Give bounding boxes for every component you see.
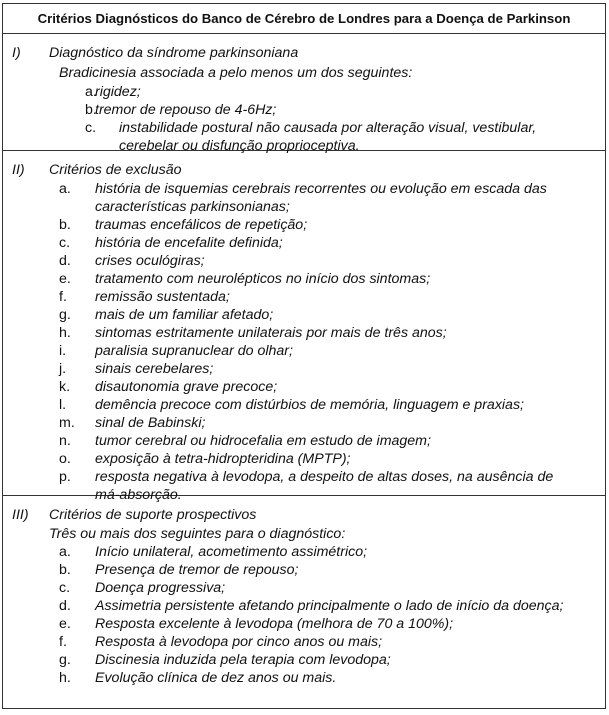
list-item	[3, 288, 605, 306]
item-text: remissão sustentada;	[95, 289, 230, 305]
list-item	[3, 252, 605, 270]
criteria-list	[3, 180, 605, 504]
item-letter: l.	[59, 397, 67, 413]
item-text: sinais cerebelares;	[95, 361, 214, 377]
item-text: Assimetria persistente afetando principalmente o lado de início da doença;	[95, 598, 564, 614]
section-numeral: III)	[12, 507, 29, 523]
item-letter: n.	[59, 433, 71, 449]
section-numeral: I)	[12, 45, 21, 61]
item-letter: k.	[59, 379, 71, 395]
criteria-list	[3, 543, 605, 687]
item-letter: d.	[59, 598, 71, 614]
list-item	[3, 633, 605, 651]
section-intro: Bradicinesia associada a pelo menos um dos seguintes:	[59, 65, 413, 81]
list-item	[3, 342, 605, 360]
item-text: resposta negativa à levodopa, a despeito de altas doses, na ausência de má-absorção.	[95, 469, 554, 503]
list-item	[3, 579, 605, 597]
item-letter: c.	[85, 120, 97, 136]
item-letter: j.	[59, 361, 67, 377]
item-text: Resposta excelente à levodopa (melhora de 70 a 100%);	[95, 616, 454, 632]
item-letter: e.	[59, 616, 71, 632]
item-letter: g.	[59, 307, 71, 323]
item-letter: b.	[85, 102, 97, 118]
list-item	[3, 450, 605, 468]
item-letter: c.	[59, 580, 71, 596]
list-item	[3, 597, 605, 615]
item-letter: a.	[85, 84, 97, 100]
list-item	[3, 234, 605, 252]
list-item	[3, 378, 605, 396]
section-intro: Três ou mais dos seguintes para o diagnóstico:	[49, 526, 346, 542]
list-item	[3, 270, 605, 288]
item-letter: a.	[59, 544, 71, 560]
item-text: Resposta à levodopa por cinco anos ou mais;	[95, 634, 383, 650]
item-text: Discinesia induzida pela terapia com levodopa;	[95, 652, 391, 668]
item-text: Presença de tremor de repouso;	[95, 562, 299, 578]
table-title: Critérios Diagnósticos do Banco de Cérebro de Londres para a Doença de Parkinson	[3, 4, 605, 34]
section-exclusion-criteria	[3, 151, 605, 503]
item-letter: m.	[59, 415, 75, 431]
item-text: demência precoce com distúrbios de memória, linguagem e praxias;	[95, 397, 524, 413]
item-text: rigidez;	[95, 84, 141, 100]
item-text: disautonomia grave precoce;	[95, 379, 278, 395]
list-item	[3, 432, 605, 450]
list-item	[3, 615, 605, 633]
section-title: Critérios de suporte prospectivos	[49, 507, 257, 523]
item-letter: c.	[59, 235, 71, 251]
item-letter: i.	[59, 343, 67, 359]
item-text: paralisia supranuclear do olhar;	[95, 343, 293, 359]
item-text: instabilidade postural não causada por alteração visual, vestibular, cerebelar ou disfunção proprioceptiva.	[119, 120, 537, 154]
item-letter: a.	[59, 181, 71, 197]
item-text: traumas encefálicos de repetição;	[95, 217, 308, 233]
item-letter: f.	[59, 289, 67, 305]
list-item	[3, 324, 605, 342]
list-item	[3, 414, 605, 432]
item-text: mais de um familiar afetado;	[95, 307, 274, 323]
criteria-list	[3, 83, 605, 155]
item-text: sinal de Babinski;	[95, 415, 206, 431]
item-letter: o.	[59, 451, 71, 467]
criteria-table	[2, 3, 606, 709]
item-letter: g.	[59, 652, 71, 668]
item-letter: h.	[59, 325, 71, 341]
section-parkinsonian-syndrome	[3, 34, 605, 154]
item-letter: b.	[59, 217, 71, 233]
list-item	[3, 360, 605, 378]
list-item	[3, 651, 605, 669]
list-item	[3, 561, 605, 579]
item-text: tratamento com neurolépticos no início dos sintomas;	[95, 271, 431, 287]
item-text: tumor cerebral ou hidrocefalia em estudo de imagem;	[95, 433, 431, 449]
item-text: exposição à tetra-hidropteridina (MPTP);	[95, 451, 351, 467]
list-item	[3, 543, 605, 561]
item-letter: p.	[59, 469, 71, 485]
item-text: crises oculógiras;	[95, 253, 205, 269]
list-item	[3, 396, 605, 414]
list-item	[3, 83, 605, 101]
item-text: Início unilateral, acometimento assimétrico;	[95, 544, 368, 560]
item-text: Doença progressiva;	[95, 580, 226, 596]
list-item	[3, 216, 605, 234]
section-supportive-criteria	[3, 496, 605, 709]
list-item	[3, 669, 605, 687]
item-letter: e.	[59, 271, 71, 287]
item-text: sintomas estritamente unilaterais por mais de três anos;	[95, 325, 447, 341]
list-item	[3, 180, 605, 216]
item-text: história de encefalite definida;	[95, 235, 283, 251]
item-letter: f.	[59, 634, 67, 650]
item-text: história de isquemias cerebrais recorrentes ou evolução em escada das características parkinsonianas;	[95, 181, 547, 215]
list-item	[3, 101, 605, 119]
section-title: Diagnóstico da síndrome parkinsoniana	[49, 45, 299, 61]
list-item	[3, 119, 605, 155]
list-item	[3, 306, 605, 324]
item-text: Evolução clínica de dez anos ou mais.	[95, 670, 337, 686]
section-numeral: II)	[12, 162, 25, 178]
section-title: Critérios de exclusão	[49, 162, 182, 178]
item-text: tremor de repouso de 4-6Hz;	[95, 102, 277, 118]
item-letter: h.	[59, 670, 71, 686]
item-letter: d.	[59, 253, 71, 269]
item-letter: b.	[59, 562, 71, 578]
